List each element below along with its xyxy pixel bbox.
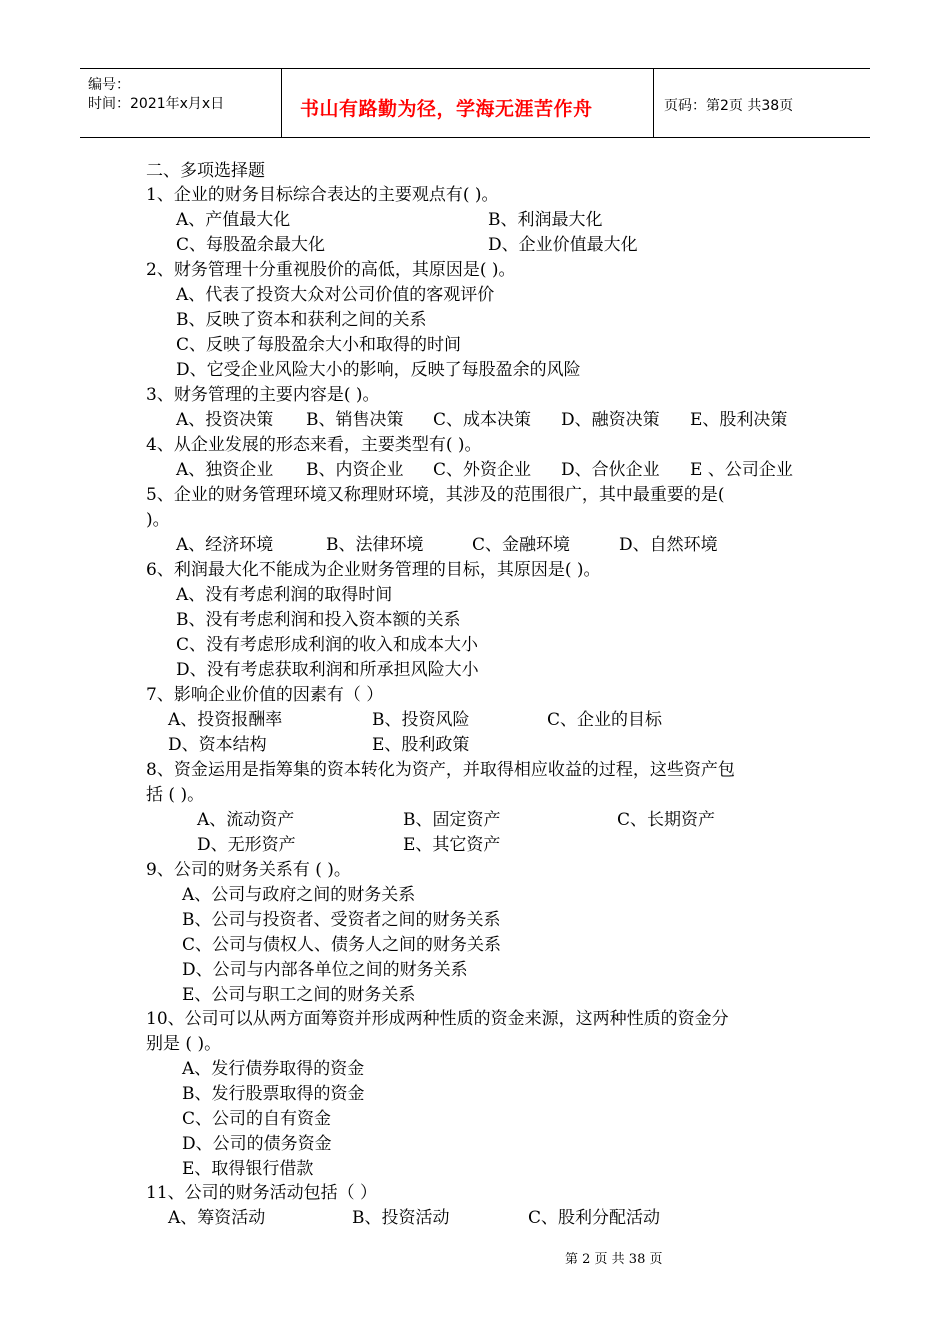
q3-option-c: C、成本决策 xyxy=(433,410,532,430)
question-8: 8、资金运用是指筹集的资本转化为资产，并取得相应收益的过程，这些资产包 xyxy=(146,760,735,780)
q5-option-b: B、法律环境 xyxy=(326,535,424,555)
q9-option-a: A、公司与政府之间的财务关系 xyxy=(182,885,416,905)
q6-option-a: A、没有考虑利润的取得时间 xyxy=(176,585,393,605)
question-9: 9、公司的财务关系有 ( )。 xyxy=(146,860,351,880)
q11-option-b: B、投资活动 xyxy=(352,1208,450,1228)
question-1: 1、企业的财务目标综合表达的主要观点有( )。 xyxy=(146,185,499,205)
q6-option-b: B、没有考虑利润和投入资本额的关系 xyxy=(176,610,461,630)
q4-option-e: E 、公司企业 xyxy=(690,460,793,480)
document-date-label: 时间：2021年x月x日 xyxy=(88,96,225,112)
q11-option-c: C、股利分配活动 xyxy=(528,1208,661,1228)
q7-option-c: C、企业的目标 xyxy=(547,710,663,730)
q1-option-c: C、每股盈余最大化 xyxy=(176,235,326,255)
question-10-cont: 别是 ( )。 xyxy=(146,1034,222,1054)
q2-option-a: A、代表了投资大众对公司价值的客观评价 xyxy=(176,285,495,305)
q2-option-d: D、它受企业风险大小的影响，反映了每股盈余的风险 xyxy=(176,360,581,380)
q8-option-d: D、无形资产 xyxy=(197,835,296,855)
q6-option-d: D、没有考虑获取利润和所承担风险大小 xyxy=(176,660,479,680)
q2-option-c: C、反映了每股盈余大小和取得的时间 xyxy=(176,335,462,355)
page-header xyxy=(80,68,870,138)
q9-option-d: D、公司与内部各单位之间的财务关系 xyxy=(182,960,468,980)
q10-option-c: C、公司的自有资金 xyxy=(182,1109,332,1129)
q6-option-c: C、没有考虑形成利润的收入和成本大小 xyxy=(176,635,479,655)
q1-option-d: D、企业价值最大化 xyxy=(488,235,638,255)
question-5-cont: )。 xyxy=(146,510,170,530)
question-10: 10、公司可以从两方面筹资并形成两种性质的资金来源，这两种性质的资金分 xyxy=(146,1009,729,1029)
q5-option-c: C、金融环境 xyxy=(472,535,571,555)
q1-option-b: B、利润最大化 xyxy=(488,210,603,230)
q7-option-b: B、投资风险 xyxy=(372,710,470,730)
q9-option-b: B、公司与投资者、受资者之间的财务关系 xyxy=(182,910,501,930)
header-page-cell xyxy=(654,69,870,137)
q5-option-d: D、自然环境 xyxy=(619,535,718,555)
header-page-label: 页码：第2页 共38页 xyxy=(664,98,794,114)
q5-option-a: A、经济环境 xyxy=(176,535,274,555)
q8-option-b: B、固定资产 xyxy=(403,810,501,830)
q10-option-d: D、公司的债务资金 xyxy=(182,1134,332,1154)
q4-option-d: D、合伙企业 xyxy=(561,460,660,480)
q2-option-b: B、反映了资本和获利之间的关系 xyxy=(176,310,427,330)
header-motto: 书山有路勤为径，学海无涯苦作舟 xyxy=(300,98,593,120)
q8-option-c: C、长期资产 xyxy=(617,810,716,830)
q3-option-d: D、融资决策 xyxy=(561,410,660,430)
q8-option-a: A、流动资产 xyxy=(197,810,295,830)
q4-option-c: C、外资企业 xyxy=(433,460,532,480)
q8-option-e: E、其它资产 xyxy=(403,835,501,855)
q1-option-a: A、产值最大化 xyxy=(176,210,291,230)
document-number-label: 编号： xyxy=(88,77,130,93)
question-5: 5、企业的财务管理环境又称理财环境，其涉及的范围很广，其中最重要的是( xyxy=(146,485,725,505)
q3-option-b: B、销售决策 xyxy=(306,410,404,430)
footer-page-number: 第 2 页 共 38 页 xyxy=(565,1252,663,1267)
question-4: 4、从企业发展的形态来看，主要类型有( )。 xyxy=(146,435,482,455)
question-6: 6、利润最大化不能成为企业财务管理的目标，其原因是( )。 xyxy=(146,560,601,580)
header-motto-cell xyxy=(282,69,654,137)
q3-option-e: E、股利决策 xyxy=(690,410,788,430)
q10-option-e: E、取得银行借款 xyxy=(182,1159,314,1179)
q3-option-a: A、投资决策 xyxy=(176,410,274,430)
section-title: 二、多项选择题 xyxy=(146,161,265,181)
question-8-cont: 括 ( )。 xyxy=(146,785,205,805)
question-3: 3、财务管理的主要内容是( )。 xyxy=(146,385,380,405)
q4-option-a: A、独资企业 xyxy=(176,460,274,480)
question-2: 2、财务管理十分重视股价的高低，其原因是( )。 xyxy=(146,260,516,280)
q4-option-b: B、内资企业 xyxy=(306,460,404,480)
q7-option-e: E、股利政策 xyxy=(372,735,470,755)
q9-option-e: E、公司与职工之间的财务关系 xyxy=(182,985,416,1005)
q7-option-a: A、投资报酬率 xyxy=(168,710,283,730)
question-7: 7、影响企业价值的因素有（ ） xyxy=(146,685,384,705)
q7-option-d: D、资本结构 xyxy=(168,735,267,755)
q10-option-a: A、发行债券取得的资金 xyxy=(182,1059,365,1079)
header-info-cell xyxy=(80,69,282,137)
q11-option-a: A、筹资活动 xyxy=(168,1208,266,1228)
q10-option-b: B、发行股票取得的资金 xyxy=(182,1084,365,1104)
question-11: 11、公司的财务活动包括（ ） xyxy=(146,1183,378,1203)
q9-option-c: C、公司与债权人、债务人之间的财务关系 xyxy=(182,935,502,955)
